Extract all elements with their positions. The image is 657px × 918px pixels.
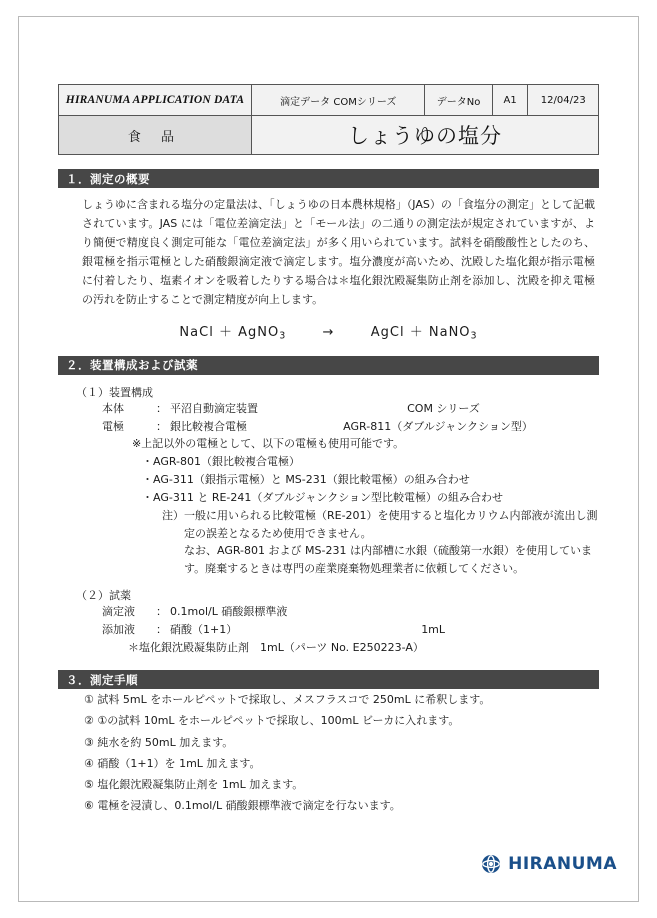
- apparatus-row: [58, 418, 599, 436]
- reagent-row-label: 添加液: [102, 622, 135, 636]
- apparatus-row-value-secondary: AGR-811（ダブルジャンクション型）: [343, 419, 533, 433]
- hiranuma-mark-icon: [481, 854, 501, 874]
- document-date: 12/04/23: [528, 85, 599, 116]
- reagent-row: [58, 603, 599, 621]
- apparatus-bullet-list: [58, 453, 599, 506]
- list-item: ⑤ 塩化銀沈殿凝集防止剤を 1mL 加えます。: [84, 777, 304, 791]
- equation-reactant-2: AgNO: [238, 325, 280, 341]
- page-title: しょうゆの塩分: [252, 116, 599, 155]
- procedure-step-list: [58, 689, 599, 816]
- apparatus-subheading: （１）装置構成: [76, 385, 153, 399]
- equation-arrow: →: [322, 325, 335, 341]
- section-heading-apparatus: ２．装置構成および試薬: [58, 356, 599, 375]
- overview-paragraph: しょうゆに含まれる塩分の定量法は、「しょうゆの日本農林規格」（JAS）の「食塩分の測定」として記載されています。JAS には「電位差滴定法」と「モール法」の二通りの測定法が規定されていますが、より簡便で精度良く測定可能な「電位差滴定法」が多く用いられています。試料を硝酸酸性としたのち、銀電極を指示電極とした硝酸銀滴定液で滴定します。塩分濃度が高いため、沈殿した塩化銀が指示電極に付着したり、塩素イオンを吸着したりする場合は＊塩化銀沈殿凝集防止剤を添加し、沈殿を抑え電極の汚れを防止することで測定精度が向上します。: [82, 198, 595, 306]
- series-label: 滴定データ COMシリーズ: [252, 85, 425, 116]
- section-heading-overview: １．測定の概要: [58, 169, 599, 188]
- equation-product-2: NaNO: [428, 325, 471, 341]
- equation-reactant-1: NaCl: [179, 325, 214, 341]
- header-top-row: [59, 85, 599, 116]
- deep-note-1: 注）一般に用いられる比較電極（RE-201）を使用すると塩化カリウム内部液が流出し測定の誤差となるため使用できません。: [162, 508, 598, 540]
- reagent-row-value: 硝酸（1+1）: [170, 622, 238, 636]
- apparatus-row-colon: ：: [156, 401, 167, 415]
- list-item: ② ①の試料 10mL をホールピペットで採取し、100mL ビーカに入れます。: [84, 714, 460, 728]
- list-item: ① 試料 5mL をホールピペットで採取し、メスフラスコで 250mL に希釈します。: [84, 693, 491, 707]
- apparatus-row-value: 銀比較複合電極: [170, 419, 247, 433]
- equation-product-2-sub: 3: [470, 330, 478, 342]
- apparatus-row-value-secondary: COM シリーズ: [407, 401, 480, 415]
- list-item: ③ 純水を約 50mL 加えます。: [84, 735, 234, 749]
- equation-plus-1: ＋: [218, 325, 233, 341]
- list-item: ④ 硝酸（1+1）を 1mL 加えます。: [84, 756, 261, 770]
- equation-plus-2: ＋: [409, 325, 424, 341]
- equation-reactant-2-sub: 3: [279, 330, 287, 342]
- reagent-row-label: 滴定液: [102, 604, 135, 618]
- footer-logo-text: HIRANUMA: [508, 854, 617, 874]
- data-no-label: [425, 85, 492, 116]
- apparatus-row-colon: ：: [156, 419, 167, 433]
- apparatus-row-label: 電極: [102, 419, 124, 433]
- apparatus-note: ※上記以外の電極として、以下の電極も使用可能です。: [132, 437, 405, 451]
- reagents-extra-note: ＊塩化銀沈殿凝集防止剤 1mL（パーツ No. E250223-A）: [128, 640, 424, 654]
- reagents-subheading: （２）試薬: [76, 588, 131, 602]
- data-no-label-text: データNo: [436, 96, 481, 108]
- list-item: ⑥ 電極を浸漬し、0.1mol/L 硝酸銀標準液で滴定を行ないます。: [84, 798, 401, 812]
- apparatus-row-label: 本体: [102, 401, 124, 415]
- apparatus-row: [58, 400, 599, 418]
- reagent-row-value-secondary: 1mL: [421, 622, 446, 636]
- apparatus-row-value: 平沼自動滴定装置: [170, 401, 258, 415]
- category-cell: 食 品: [59, 116, 252, 155]
- section-heading-procedure: ３．測定手順: [58, 670, 599, 689]
- header-bottom-row: [59, 116, 599, 155]
- list-item: ・AGR-801（銀比較複合電極）: [142, 455, 301, 469]
- document-content: [58, 84, 599, 816]
- document-header-table: [58, 84, 599, 155]
- list-item: ・AG-311（銀指示電極）と MS-231（銀比較電極）の組み合わせ: [142, 473, 470, 487]
- reaction-equation: [58, 321, 599, 341]
- list-item: ・AG-311 と RE-241（ダブルジャンクション型比較電極）の組み合わせ: [142, 490, 503, 504]
- footer-logo: [481, 854, 617, 874]
- data-no-value: A1: [492, 85, 528, 116]
- apparatus-deep-notes: [58, 507, 599, 578]
- reagent-row: [58, 621, 599, 639]
- reagent-row-colon: ：: [156, 604, 167, 618]
- reagent-row-value: 0.1mol/L 硝酸銀標準液: [170, 604, 288, 618]
- reagent-row-colon: ：: [156, 622, 167, 636]
- company-title: HIRANUMA APPLICATION DATA: [59, 85, 252, 116]
- deep-note-2: なお、AGR-801 および MS-231 は内部槽に水銀（硫酸第一水銀）を使用しています。廃棄するときは専門の産業廃棄物処理業者に依頼してください。: [184, 544, 592, 576]
- equation-product-1: AgCl: [370, 325, 405, 341]
